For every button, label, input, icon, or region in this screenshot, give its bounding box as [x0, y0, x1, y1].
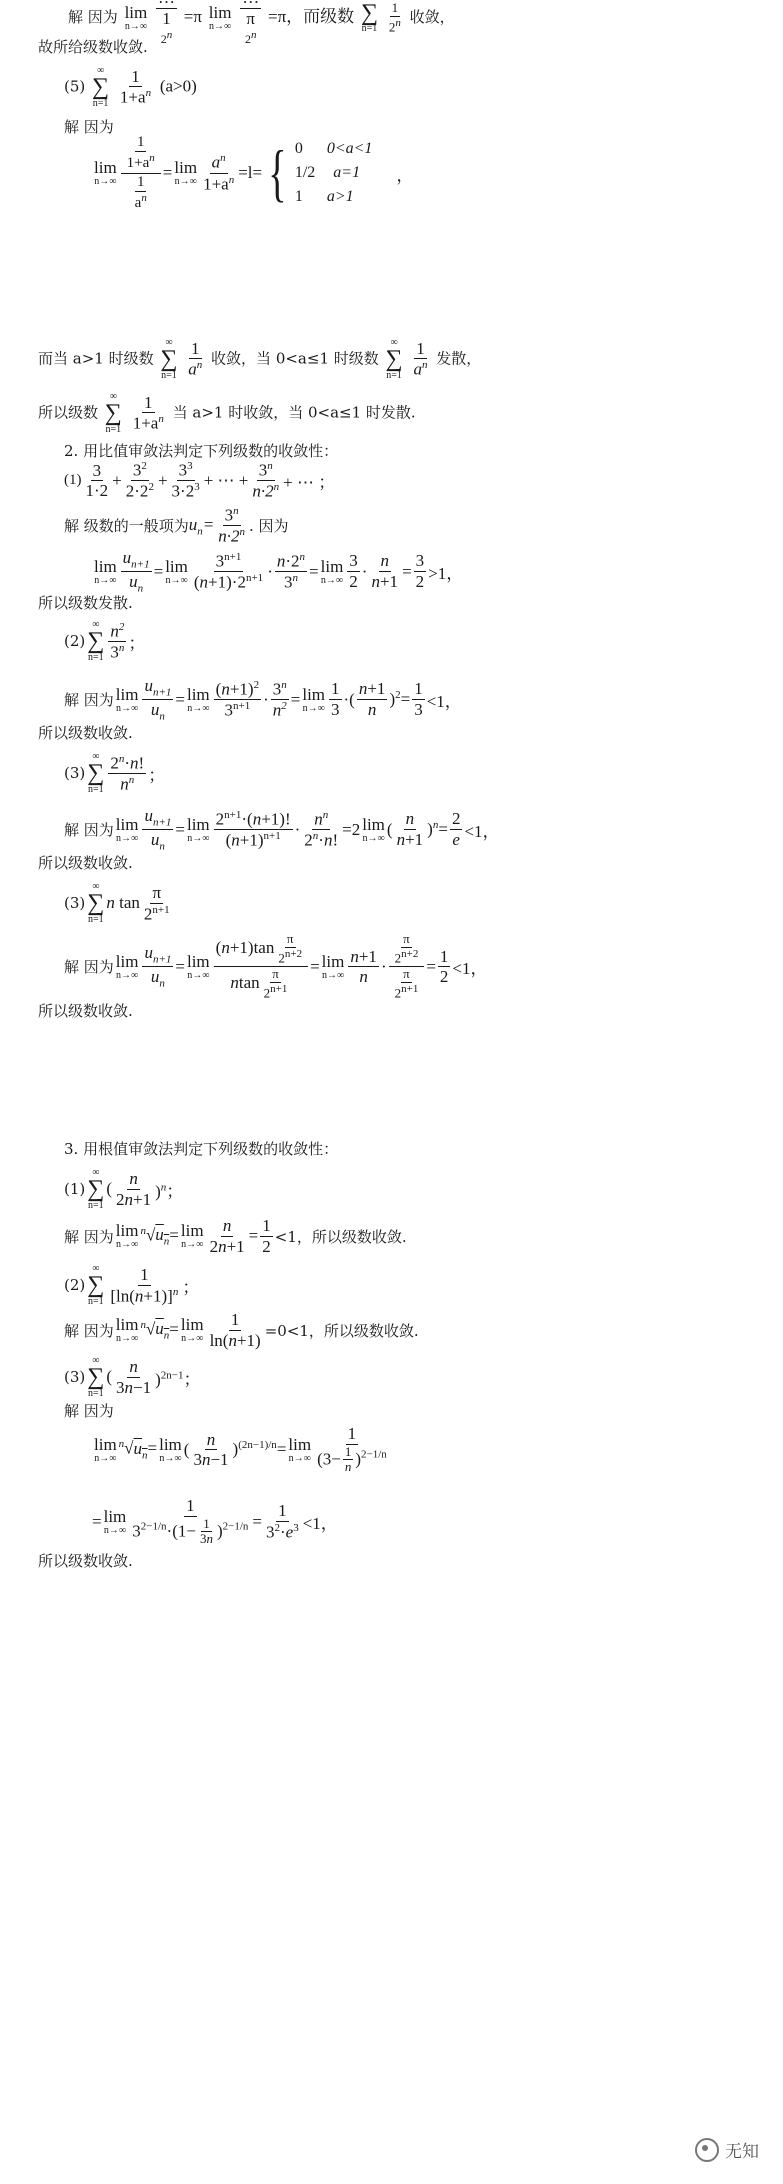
s2-q2-solution: 解 因为 lim n→∞ $\frac{u_{n+1}}{u_n}$ = lim n→∞ $\frac{(n+1)^2}{3^{n+1}}$ · $\frac{3^n}{n^2}$ = lim n→∞ $\frac{1}{3}$ ·( $\frac{n+1}{n}$ )$^2$= $\frac{1}{3}$ <1，	[64, 676, 462, 723]
s3-q3: (3) ∞ ∑ n=1 ( $\frac{n}{3n-1}$ )$^{2n-1}$；	[64, 1355, 201, 1399]
s2-q4-solution: 解 因为 lim n→∞ $\frac{u_{n+1}}{u_n}$ = lim n→∞ (n+1)tan $\frac{\pi}{2^{n+2}}$ ntan $\frac{\pi}{2^{n+1}}$ = lim n→∞ $\frac{n+1}{n}$ · $\frac{\frac{\pi}{2^{n+2}}}{\frac{\pi}{2^{n+1}}}$ = $\frac{1}{2}$ <1，	[64, 931, 488, 1001]
s3-q1: (1) ∞ ∑ n=1 ( $\frac{n}{2n+1}$ )$^n$；	[64, 1167, 184, 1211]
top-solution-line: 解 因为 lim n→∞ 1 2n =π lim n→∞ π 2n =π，而级数 ∑ n=1 $\frac{1}{2^n}$ 收敛，	[68, 0, 455, 48]
s2-q3: (3) ∞ ∑ n=1 $\frac{2^n\cdot n!}{n^n}$ ；	[64, 751, 166, 795]
s2-q4: (3) ∞ ∑ n=1 n tan $\frac{\pi}{2^{n+1}}$	[64, 881, 170, 925]
watermark	[695, 2137, 759, 2162]
s2-q3-solution: 解 因为 lim n→∞ $\frac{u_{n+1}}{u_n}$ = lim n→∞ $\frac{2^{n+1}\cdot(n+1)!}{(n+1)^{n+1}}$ · $\frac{n^n}{2^n\cdot n!}$ =2 lim n→∞ ( $\frac{n}{n+1}$ )$^n$= $\frac{2}{e}$ <1，	[64, 806, 500, 853]
section-2-title: 2. 用比值审敛法判定下列级数的收敛性：	[64, 442, 339, 460]
s3-q1-solution: 解 因为 lim n→∞ $^n√u_n=$ lim n→∞ $\frac{n}{2n+1}$ = $\frac{1}{2}$ <1，所以级数收敛.	[64, 1216, 407, 1256]
s2-q1-conclusion: 所以级数发散.	[38, 594, 133, 612]
problem-5-solution: 解 因为	[64, 118, 114, 136]
watermark-text: 无知	[725, 2142, 759, 2162]
wechat-icon	[695, 2138, 719, 2162]
s3-q2-solution: 解 因为 lim n→∞ $^n√u_n=$ lim n→∞ $\frac{1}{\ln(n+1)}$ =0<1，所以级数收敛.	[64, 1310, 419, 1350]
s2-q1: (1) $\frac{3}{1\cdot 2}$ + $\frac{3^2}{2\cdot 2^2}$ + $\frac{3^3}{3\cdot 2^3}$ + ⋯ + $\frac{3^n}{n\cdot 2^n}$ + ⋯ ；	[64, 460, 336, 501]
s3-q3-solution: 解 因为	[64, 1402, 114, 1420]
piecewise-cases: 0 0<a<1 1/2 a=1 1 a>1	[294, 140, 373, 205]
s3-q3-conclusion: 所以级数收敛.	[38, 1552, 133, 1570]
problem-5-equation: lim n→∞ $\frac{\frac{1}{1+a^n}}{\frac{1}{a^n}}$ = lim n→∞ $\frac{a^n}{1+a^n}$ =l= { 0 0<a<1 1/2 a=1 1 a>1 ，	[94, 134, 414, 211]
s2-q1-solution: 解 级数的一般项为 $u_n=$ $\frac{3^n}{n\cdot 2^n}$ . 因为	[64, 505, 289, 546]
problem-5-conclusion-1: 而当 a>1 时级数 ∞ ∑ n=1 $\frac{1}{a^n}$ 收敛，当 0<a≤1 时级数 ∞ ∑ n=1 $\frac{1}{a^n}$ 发散，	[38, 337, 482, 381]
s3-q3-equation-1: lim n→∞ $^n√u_n=$ lim n→∞ ( $\frac{n}{3n-1}$ )$^{(2n-1)/n}$= lim n→∞ 1 (3− $\frac{1}{n}$ )$^{2-1/n}$	[94, 1424, 387, 1475]
section-3-title: 3. 用根值审敛法判定下列级数的收敛性：	[64, 1140, 339, 1158]
s2-q2-conclusion: 所以级数收敛.	[38, 724, 133, 742]
s2-q2: (2) ∞ ∑ n=1 $\frac{n^2}{3^n}$ ；	[64, 619, 146, 663]
top-conclusion: 故所给级数收敛.	[38, 38, 148, 56]
s2-q1-equation: lim n→∞ $\frac{u_{n+1}}{u_n}$ = lim n→∞ $\frac{3^{n+1}}{(n+1)\cdot 2^{n+1}}$ · $\frac{n\cdot 2^n}{3^n}$ = lim n→∞ $\frac{3}{2}$ · $\frac{n}{n+1}$ = $\frac{3}{2}$ >1，	[94, 548, 464, 595]
s3-q3-equation-2: = lim n→∞ 1 $3^{2-1/n}\cdot(1-$ $\frac{1}{3n}$ )$^{2-1/n}$ = $\frac{1}{3^2\cdot e^3}$ <1，	[92, 1496, 338, 1547]
s3-q2: (2) ∞ ∑ n=1 $\frac{1}{[\ln(n+1)]^n}$ ；	[64, 1263, 200, 1307]
s2-q4-conclusion: 所以级数收敛.	[38, 1002, 133, 1020]
problem-5-conclusion-2: 所以级数 ∞ ∑ n=1 $\frac{1}{1+a^n}$ 当 a>1 时收敛，当 0<a≤1 时发散.	[38, 391, 416, 435]
problem-5: (5) ∞ ∑ n=1 $\frac{1}{1+a^n}$ (a>0)	[64, 65, 197, 109]
s2-q3-conclusion: 所以级数收敛.	[38, 854, 133, 872]
